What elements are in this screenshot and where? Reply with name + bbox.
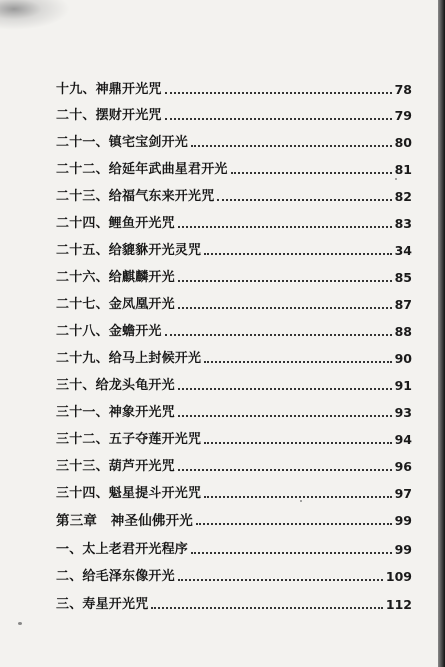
toc-entry-title: 二十四、鲤鱼开光咒 [56, 216, 175, 231]
toc-entry-title: 二十九、给马上封候开光 [56, 351, 202, 366]
toc-entry-page: 85 [394, 270, 412, 285]
toc-entry[interactable] [56, 76, 412, 98]
toc-entry-page: 82 [394, 189, 412, 204]
toc-entry-page: 87 [394, 297, 412, 312]
dot-leader [165, 117, 392, 120]
toc-entry[interactable] [56, 399, 412, 421]
toc-entry-title: 二十八、金蟾开光 [56, 324, 162, 339]
dot-leader [165, 91, 392, 94]
toc-entry[interactable] [56, 426, 412, 448]
dot-leader [204, 441, 391, 444]
toc-entry-title: 二、给毛泽东像开光 [56, 569, 175, 584]
toc-entry-title: 三十二、五子夺莲开光咒 [56, 432, 202, 447]
toc-entry[interactable] [56, 345, 412, 367]
toc-entry-page: 83 [394, 216, 412, 231]
toc-entry-page: 78 [394, 82, 412, 97]
toc-entry[interactable] [56, 291, 412, 313]
toc-entry-title: 三十一、神象开光咒 [56, 405, 175, 420]
toc-entry-title: 三十三、葫芦开光咒 [56, 459, 175, 474]
toc-entry-title: 二十五、给貔貅开光灵咒 [56, 243, 202, 258]
dot-leader [178, 578, 383, 581]
dot-leader [178, 414, 392, 417]
toc-entry[interactable] [56, 237, 412, 259]
toc-chapter-entry[interactable] [56, 507, 412, 529]
toc-entry[interactable] [56, 318, 412, 340]
dot-leader [178, 306, 392, 309]
dot-leader [217, 198, 391, 201]
toc-entry[interactable] [56, 102, 412, 124]
toc-entry[interactable] [56, 183, 412, 205]
toc-entry[interactable] [56, 129, 412, 151]
toc-entry-page: 93 [394, 405, 412, 420]
toc-entry-page: 97 [394, 486, 412, 501]
toc-entry-title: 二十二、给延年武曲星君开光 [56, 162, 228, 177]
toc-entry-page: 90 [394, 351, 412, 366]
toc-entry-title: 二十一、镇宅宝剑开光 [56, 135, 189, 150]
toc-entry-page: 34 [394, 243, 412, 258]
toc-entry[interactable] [56, 210, 412, 232]
toc-entry-page: 88 [394, 324, 412, 339]
toc-entry-page: 99 [394, 513, 412, 528]
toc-entry[interactable] [56, 480, 412, 502]
toc-entry[interactable] [56, 264, 412, 286]
toc-entry-title: 三、寿星开光咒 [56, 597, 149, 612]
toc-entry-title: 十九、神鼎开光咒 [56, 82, 162, 97]
toc-entry-page: 112 [385, 597, 412, 612]
dot-leader [178, 468, 392, 471]
toc-entry-page: 81 [394, 162, 412, 177]
dot-leader [178, 279, 392, 282]
toc-entry-title: 三十、给龙头龟开光 [56, 378, 175, 393]
dot-leader [151, 606, 383, 609]
dot-leader [231, 171, 392, 174]
toc-entry[interactable] [56, 536, 412, 558]
dot-leader [178, 225, 392, 228]
dot-leader [191, 144, 392, 147]
dot-leader [204, 252, 391, 255]
toc-entry-page: 94 [394, 432, 412, 447]
toc-entry-page: 80 [394, 135, 412, 150]
dot-leader [204, 495, 391, 498]
toc-entry-title: 二十七、金凤凰开光 [56, 297, 175, 312]
toc-entry[interactable] [56, 156, 412, 178]
toc-entry[interactable] [56, 563, 412, 585]
toc-entry-page: 109 [385, 569, 412, 584]
page-edge-shadow [438, 0, 445, 667]
toc-entry-page: 91 [394, 378, 412, 393]
dot-leader [191, 551, 392, 554]
toc-entry-title: 一、太上老君开光程序 [56, 542, 189, 557]
toc-entry-title: 二十六、给麒麟开光 [56, 270, 175, 285]
dot-leader [204, 360, 391, 363]
toc-entry-title: 二十、摆财开光咒 [56, 108, 162, 123]
toc-entry-page: 96 [394, 459, 412, 474]
toc-entry[interactable] [56, 591, 412, 613]
dot-leader [196, 522, 392, 525]
toc-entry-title: 三十四、魁星提斗开光咒 [56, 486, 202, 501]
toc-entry-page: 79 [394, 108, 412, 123]
toc-entry-page: 99 [394, 542, 412, 557]
dot-leader [165, 333, 392, 336]
dot-leader [178, 387, 392, 390]
toc-entry[interactable] [56, 372, 412, 394]
toc-entry-title: 第三章 神圣仙佛开光 [56, 513, 193, 529]
toc-entry[interactable] [56, 453, 412, 475]
toc-entry-title: 二十三、给福气东来开光咒 [56, 189, 215, 204]
